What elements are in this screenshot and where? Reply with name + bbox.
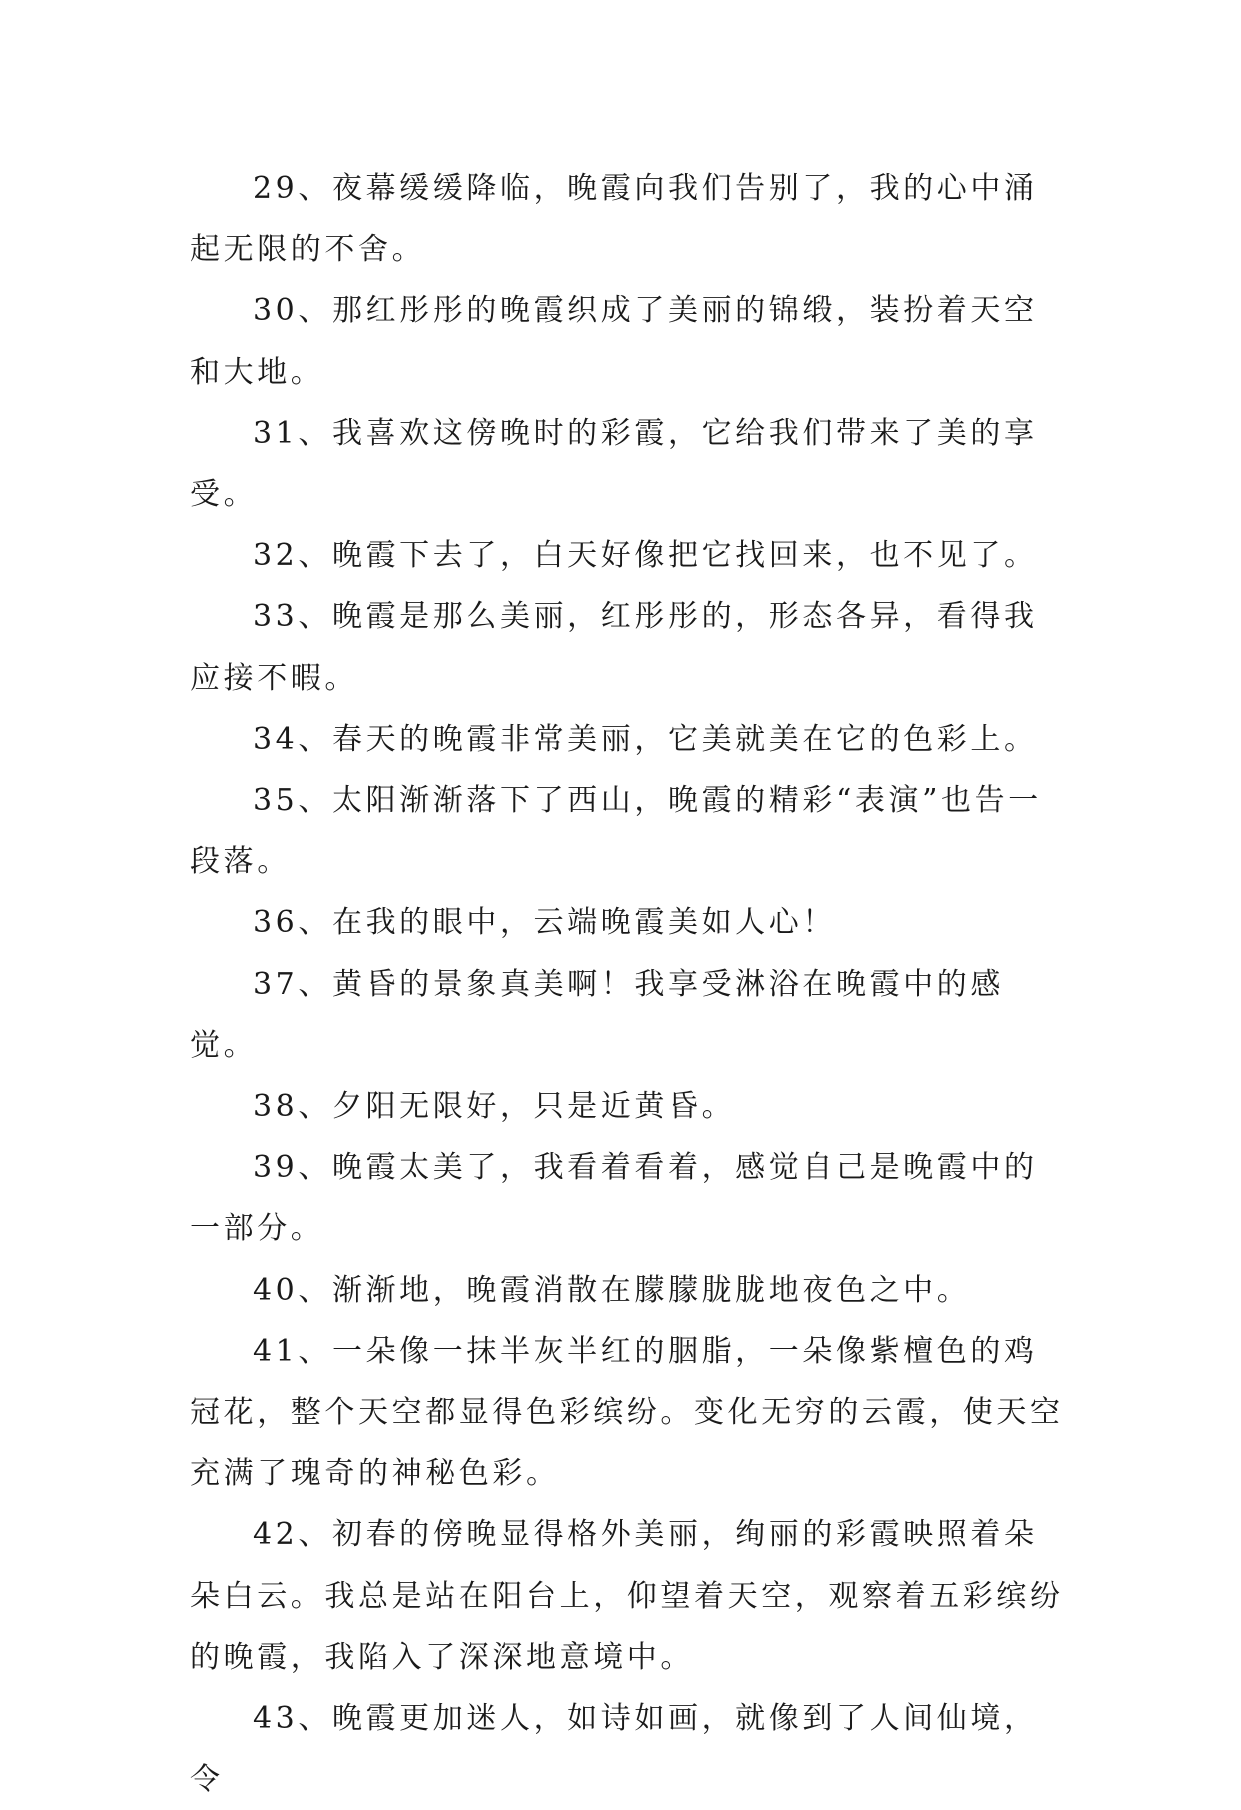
paragraph-43: 43、晚霞更加迷人，如诗如画，就像到了人间仙境，令 — [190, 1701, 1038, 1798]
paragraph-34: 34、春天的晚霞非常美丽，它美就美在它的色彩上。 — [253, 721, 1038, 757]
paragraph-37: 37、黄昏的景象真美啊！我享受淋浴在晚霞中的感觉。 — [190, 966, 1004, 1063]
paragraph-33: 33、晚霞是那么美丽，红彤彤的，形态各异，看得我应接不暇。 — [190, 599, 1038, 696]
paragraph-40: 40、渐渐地，晚霞消散在朦朦胧胧地夜色之中。 — [253, 1272, 971, 1308]
paragraph-30: 30、那红彤彤的晚霞织成了美丽的锦缎，装扮着天空和大地。 — [190, 293, 1038, 390]
paragraph-29: 29、夜幕缓缓降临，晚霞向我们告别了，我的心中涌起无限的不舍。 — [190, 171, 1038, 268]
paragraph-39: 39、晚霞太美了，我看着看着，感觉自己是晚霞中的一部分。 — [190, 1150, 1038, 1247]
paragraph-41: 41、一朵像一抹半灰半红的胭脂，一朵像紫檀色的鸡冠花，整个天空都显得色彩缤纷。变化无穷的云霞，使天空充满了瑰奇的神秘色彩。 — [190, 1333, 1064, 1492]
paragraph-35: 35、太阳渐渐落下了西山，晚霞的精彩“表演”也告一段落。 — [190, 783, 1042, 880]
paragraph-36: 36、在我的眼中，云端晚霞美如人心！ — [253, 905, 836, 941]
paragraph-31: 31、我喜欢这傍晚时的彩霞，它给我们带来了美的享受。 — [190, 415, 1038, 513]
paragraph-32: 32、晚霞下去了，白天好像把它找回来，也不见了。 — [253, 538, 1038, 574]
paragraph-42: 42、初春的傍晚显得格外美丽，绚丽的彩霞映照着朵朵白云。我总是站在阳台上，仰望着天空，观察着五彩缤纷的晚霞，我陷入了深深地意境中。 — [190, 1517, 1064, 1675]
paragraph-38: 38、夕阳无限好，只是近黄昏。 — [253, 1089, 736, 1125]
document-body — [190, 158, 1070, 1810]
